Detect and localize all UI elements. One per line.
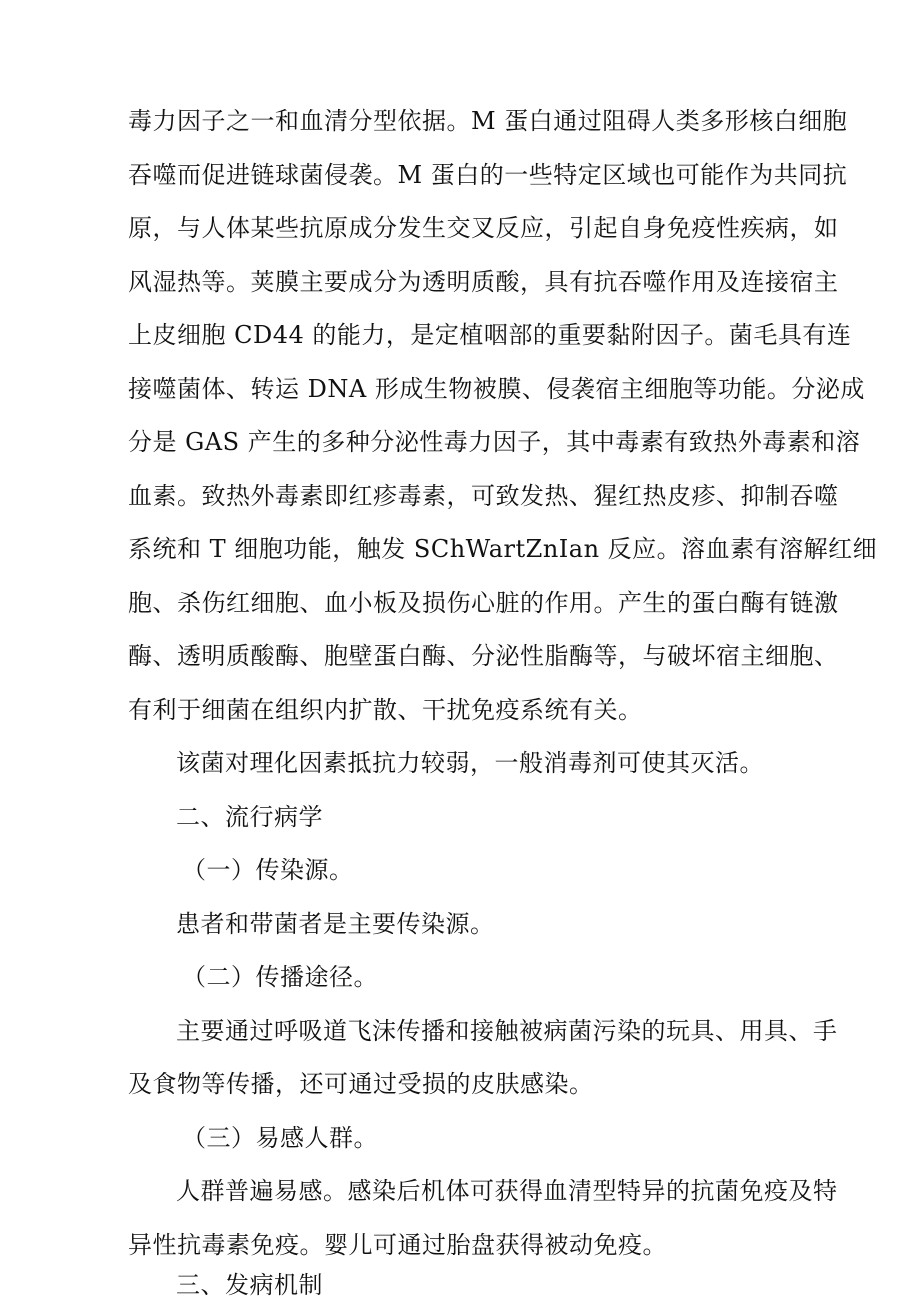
subsection-heading: （三）易感人群。 <box>182 1124 378 1152</box>
paragraph-line: 主要通过呼吸道飞沫传播和接触被病菌污染的玩具、用具、手 <box>176 1017 838 1045</box>
subsection-heading: （二）传播途径。 <box>182 963 378 991</box>
paragraph-text: 患者和带菌者是主要传染源。 <box>176 910 495 938</box>
section-heading: 三、发病机制 <box>176 1271 323 1299</box>
paragraph-line: 酶、透明质酸酶、胞壁蛋白酶、分泌性脂酶等，与破坏宿主细胞、 <box>128 642 839 670</box>
paragraph-line: 血素。致热外毒素即红疹毒素，可致发热、猩红热皮疹、抑制吞噬 <box>128 482 839 510</box>
paragraph-line: 毒力因子之一和血清分型依据。M 蛋白通过阻碍人类多形核白细胞 <box>128 107 848 135</box>
paragraph-line: 有利于细菌在组织内扩散、干扰免疫系统有关。 <box>128 696 643 724</box>
paragraph-line: 系统和 T 细胞功能，触发 SChWartZnIan 反应。溶血素有溶解红细 <box>128 535 878 563</box>
paragraph-line: 原，与人体某些抗原成分发生交叉反应，引起自身免疫性疾病，如 <box>128 214 839 242</box>
paragraph-line: 风湿热等。荚膜主要成分为透明质酸，具有抗吞噬作用及连接宿主 <box>128 268 839 296</box>
paragraph-line: 胞、杀伤红细胞、血小板及损伤心脏的作用。产生的蛋白酶有链激 <box>128 589 839 617</box>
section-heading: 二、流行病学 <box>176 803 323 831</box>
paragraph-line: 分是 GAS 产生的多种分泌性毒力因子，其中毒素有致热外毒素和溶 <box>128 428 861 456</box>
paragraph-line: 异性抗毒素免疫。婴儿可通过胎盘获得被动免疫。 <box>128 1231 667 1259</box>
paragraph-line: 及食物等传播，还可通过受损的皮肤感染。 <box>128 1070 594 1098</box>
subsection-heading: （一）传染源。 <box>182 856 354 884</box>
paragraph-line: 接噬菌体、转运 DNA 形成生物被膜、侵袭宿主细胞等功能。分泌成 <box>128 375 865 403</box>
paragraph-text: 该菌对理化因素抵抗力较弱，一般消毒剂可使其灭活。 <box>176 749 764 777</box>
paragraph-line: 人群普遍易感。感染后机体可获得血清型特异的抗菌免疫及特 <box>176 1177 838 1205</box>
paragraph-line: 上皮细胞 CD44 的能力，是定植咽部的重要黏附因子。菌毛具有连 <box>128 321 852 349</box>
paragraph-line: 吞噬而促进链球菌侵袭。M 蛋白的一些特定区域也可能作为共同抗 <box>128 161 848 189</box>
